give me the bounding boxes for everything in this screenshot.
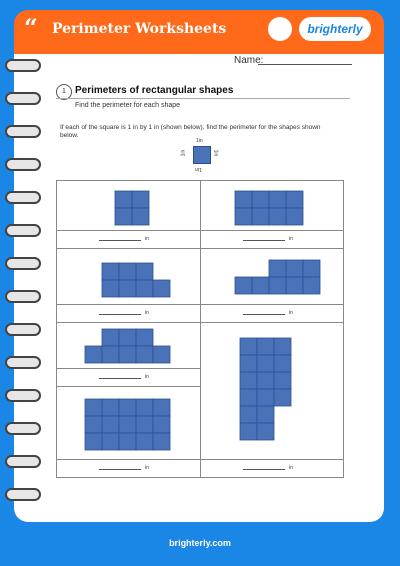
shape-4 — [235, 260, 320, 294]
binding-ring — [6, 291, 40, 302]
unit-cell — [102, 399, 119, 416]
binding-ring — [6, 423, 40, 434]
unit-cell — [257, 355, 274, 372]
unit-cell — [102, 263, 119, 280]
unit-cell — [240, 389, 257, 406]
answer-blank[interactable]: in — [99, 310, 149, 316]
footer-url[interactable]: brighterly.com — [169, 538, 231, 548]
unit-cell — [235, 277, 252, 294]
section-divider — [56, 98, 350, 99]
binding-ring — [6, 324, 40, 335]
answer-blank[interactable]: in — [99, 236, 149, 242]
answer-blank[interactable]: in — [243, 236, 293, 242]
unit-cell — [274, 355, 291, 372]
unit-cell — [85, 416, 102, 433]
unit-cell — [286, 277, 303, 294]
shape-6 — [240, 338, 291, 440]
binding-ring — [6, 192, 40, 203]
unit-cell — [153, 280, 170, 297]
unit-cell — [153, 346, 170, 363]
unit-cell — [102, 433, 119, 450]
unit-cell — [286, 260, 303, 277]
problem-table — [56, 180, 344, 478]
instructions-text: If each of the square is 1 in by 1 in (shown below), find the perimeter for the shapes shown below. — [60, 124, 321, 139]
unit-cell — [136, 329, 153, 346]
shape-5 — [85, 329, 170, 363]
section-subtitle: Find the perimeter for each shape — [75, 102, 181, 109]
unit-cell — [119, 416, 136, 433]
unit-cell — [257, 338, 274, 355]
unit-cell — [115, 208, 132, 225]
unit-cell — [240, 423, 257, 440]
unit-cell — [132, 208, 149, 225]
unit-cell — [252, 277, 269, 294]
unit-square — [193, 146, 211, 164]
unit-cell — [102, 346, 119, 363]
unit-cell — [102, 416, 119, 433]
unit-cell — [252, 208, 269, 225]
unit-label-top: 1in — [196, 138, 203, 144]
unit-cell — [85, 433, 102, 450]
unit-cell — [119, 433, 136, 450]
unit-cell — [119, 346, 136, 363]
shape-1 — [115, 191, 149, 225]
answer-blank[interactable]: in — [99, 465, 149, 471]
quote-icon: “ — [24, 13, 38, 42]
punch-hole-icon — [268, 17, 292, 41]
binding-ring — [6, 357, 40, 368]
unit-cell — [257, 423, 274, 440]
name-field[interactable] — [258, 64, 352, 65]
unit-label-bottom: 1in — [195, 166, 202, 172]
unit-cell — [136, 416, 153, 433]
unit-cell — [240, 406, 257, 423]
unit-cell — [240, 355, 257, 372]
unit-cell — [274, 389, 291, 406]
binding-ring — [6, 60, 40, 71]
answer-blank[interactable]: in — [243, 310, 293, 316]
unit-cell — [132, 191, 149, 208]
unit-cell — [85, 346, 102, 363]
unit-cell — [136, 346, 153, 363]
binding-ring — [6, 456, 40, 467]
unit-cell — [119, 399, 136, 416]
unit-cell — [257, 372, 274, 389]
unit-cell — [119, 263, 136, 280]
unit-cell — [136, 280, 153, 297]
unit-cell — [269, 191, 286, 208]
unit-cell — [303, 277, 320, 294]
unit-cell — [153, 433, 170, 450]
spiral-binding — [0, 0, 50, 566]
unit-cell — [257, 389, 274, 406]
unit-cell — [119, 329, 136, 346]
shape-7 — [85, 399, 170, 450]
unit-label-right: 1in — [212, 149, 219, 157]
unit-cell — [274, 338, 291, 355]
shapes-canvas — [57, 181, 343, 477]
brand-logo-text: brighterly — [307, 22, 363, 36]
unit-cell — [286, 191, 303, 208]
unit-cell — [153, 399, 170, 416]
binding-ring — [6, 258, 40, 269]
page-title: Perimeter Worksheets — [52, 21, 227, 37]
unit-cell — [269, 208, 286, 225]
unit-label-left: 1in — [180, 149, 187, 157]
unit-cell — [274, 372, 291, 389]
section-title: Perimeters of rectangular shapes — [75, 85, 234, 96]
binding-ring — [6, 159, 40, 170]
unit-cell — [286, 208, 303, 225]
brand-logo[interactable] — [299, 17, 371, 41]
unit-cell — [136, 433, 153, 450]
unit-cell — [252, 191, 269, 208]
unit-cell — [102, 280, 119, 297]
binding-ring — [6, 390, 40, 401]
name-label: Name: — [234, 55, 264, 66]
section-number: 1 — [56, 84, 72, 100]
unit-cell — [269, 260, 286, 277]
unit-cell — [136, 263, 153, 280]
unit-cell — [303, 260, 320, 277]
unit-cell — [85, 399, 102, 416]
answer-blank[interactable]: in — [99, 374, 149, 380]
shape-2 — [235, 191, 303, 225]
unit-cell — [119, 280, 136, 297]
unit-cell — [102, 329, 119, 346]
unit-cell — [240, 338, 257, 355]
unit-cell — [153, 416, 170, 433]
unit-cell — [235, 191, 252, 208]
unit-cell — [257, 406, 274, 423]
binding-ring — [6, 126, 40, 137]
answer-blank[interactable]: in — [243, 465, 293, 471]
unit-cell — [269, 277, 286, 294]
binding-ring — [6, 489, 40, 500]
unit-cell — [136, 399, 153, 416]
unit-cell — [235, 208, 252, 225]
unit-cell — [115, 191, 132, 208]
binding-ring — [6, 225, 40, 236]
shape-3 — [102, 263, 170, 297]
binding-ring — [6, 93, 40, 104]
unit-cell — [240, 372, 257, 389]
